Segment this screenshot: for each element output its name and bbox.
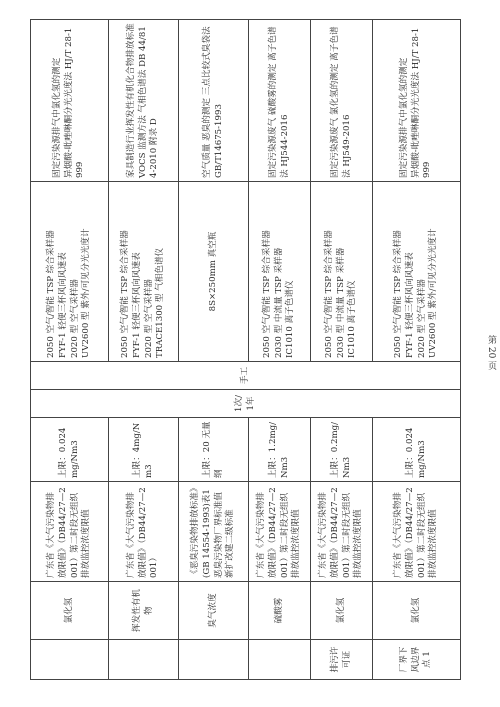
standard-cell: 广东省《大气污染物排放限值》（DB44/27—2001）第二时段无组织排放监控浓度限值 bbox=[311, 482, 373, 582]
instrument-cell: 2050 空气/智能 TSP 综合采样器 FYF-1 轻便三杯风向风速表 2020 型 空气采样器 TRACE1300 型 气相色谱仪 bbox=[109, 182, 179, 362]
pollutant-cell: 臭气浓度 bbox=[179, 582, 249, 640]
table-row bbox=[311, 20, 373, 680]
category-cell bbox=[109, 640, 179, 680]
limit-cell: 上限：4mg/Nm3 bbox=[109, 418, 179, 482]
limit-cell: 上限：20 无量纲 bbox=[179, 418, 249, 482]
rotated-page bbox=[30, 20, 460, 680]
page-number: 第 20 页 bbox=[486, 335, 496, 371]
instrument-cell: 8S×250mm 真空瓶 bbox=[179, 182, 249, 362]
standard-cell: 广东省《大气污染物排放限值》（DB44/27—2001）第二时段无组织排放监控浓度限值 bbox=[373, 482, 461, 582]
limit-cell: 上限：0.024mg/Nm3 bbox=[373, 418, 461, 482]
table-row bbox=[109, 20, 179, 680]
frequency-cell: 1次/1年 bbox=[31, 390, 461, 418]
standard-cell: 《恶臭污染物排放标准》(GB 14554-1993)表1 恶臭污染物厂界标准值新扩改建二级标准 bbox=[179, 482, 249, 582]
permit-cell: 排污许可证 bbox=[311, 640, 373, 680]
instrument-cell: 2050 空气/智能 TSP 综合采样器 2030 型 中流量 TSP 采样器 IC1010 离子色谱仪 bbox=[249, 182, 311, 362]
table-row bbox=[179, 20, 249, 680]
standard-cell: 广东省《大气污染物排放限值》（DB44/27—2001）第二时段无组织排放监控浓度限值 bbox=[31, 482, 109, 582]
pollutant-cell: 氯化氢 bbox=[311, 582, 373, 640]
instrument-cell: 2050 空气/智能 TSP 综合采样器 FYF-1 轻便三杯风向风速表 2020 型 空气采样器 UV2600 型 紫外/可见分光光度计 bbox=[31, 182, 109, 362]
limit-cell: 上限：1.2mg/Nm3 bbox=[249, 418, 311, 482]
monitoring-table bbox=[30, 19, 461, 680]
category-cell bbox=[179, 640, 249, 680]
table-row bbox=[373, 20, 461, 680]
pollutant-cell: 挥发性有机物 bbox=[109, 582, 179, 640]
method-cell: 固定污染源废气 氯化氢的测定 离子色谱法 HJ549-2016 bbox=[311, 20, 373, 182]
method-cell: 固定污染源排气中氯化氢的测定 异烟酸-吡唑啉酮分光光度法 HJ/T 28-1999 bbox=[31, 20, 109, 182]
standard-cell: 广东省《大气污染物排放限值》（DB44/27—2001）第二时段无组织排放监控浓度限值 bbox=[249, 482, 311, 582]
category-cell: 厂界下风边界点 1 bbox=[373, 640, 461, 680]
pollutant-cell: 氯化氢 bbox=[373, 582, 461, 640]
category-cell bbox=[249, 640, 311, 680]
table-row bbox=[249, 20, 311, 680]
mode-cell: 手工 bbox=[31, 362, 461, 390]
method-cell: 固定污染源排气中氯化氢的测定 异烟酸-吡唑啉酮分光光度法 HJ/T 28-1999 bbox=[373, 20, 461, 182]
table-row bbox=[31, 20, 109, 680]
method-cell: 固定污染源废气 硫酸雾的测定 离子色谱法 HJ544-2016 bbox=[249, 20, 311, 182]
instrument-cell: 2050 空气/智能 TSP 综合采样器 2030 型 中流量 TSP 采样器 IC1010 离子色谱仪 bbox=[311, 182, 373, 362]
method-cell: 家具制造行业挥发性有机化合物排放标准 VOCS 监测方法 气相色谱法 DB 44/814-2010 附录 D bbox=[109, 20, 179, 182]
limit-cell: 上限：0.2mg/Nm3 bbox=[311, 418, 373, 482]
pollutant-cell: 硫酸雾 bbox=[249, 582, 311, 640]
category-cell bbox=[31, 640, 109, 680]
pollutant-cell: 氯化氢 bbox=[31, 582, 109, 640]
standard-cell: 广东省《大气污染物排放限值》（DB44/27—2001） bbox=[109, 482, 179, 582]
limit-cell: 上限：0.024mg/Nm3 bbox=[31, 418, 109, 482]
instrument-cell: 2050 空气/智能 TSP 综合采样器 FYF-1 轻便三杯风向风速表 2020 型 空气采样器 UV2600 型 紫外/可见分光光度计 bbox=[373, 182, 461, 362]
method-cell: 空气质量 恶臭的测定 三点比较式臭袋法 GB/T14675-1993 bbox=[179, 20, 249, 182]
